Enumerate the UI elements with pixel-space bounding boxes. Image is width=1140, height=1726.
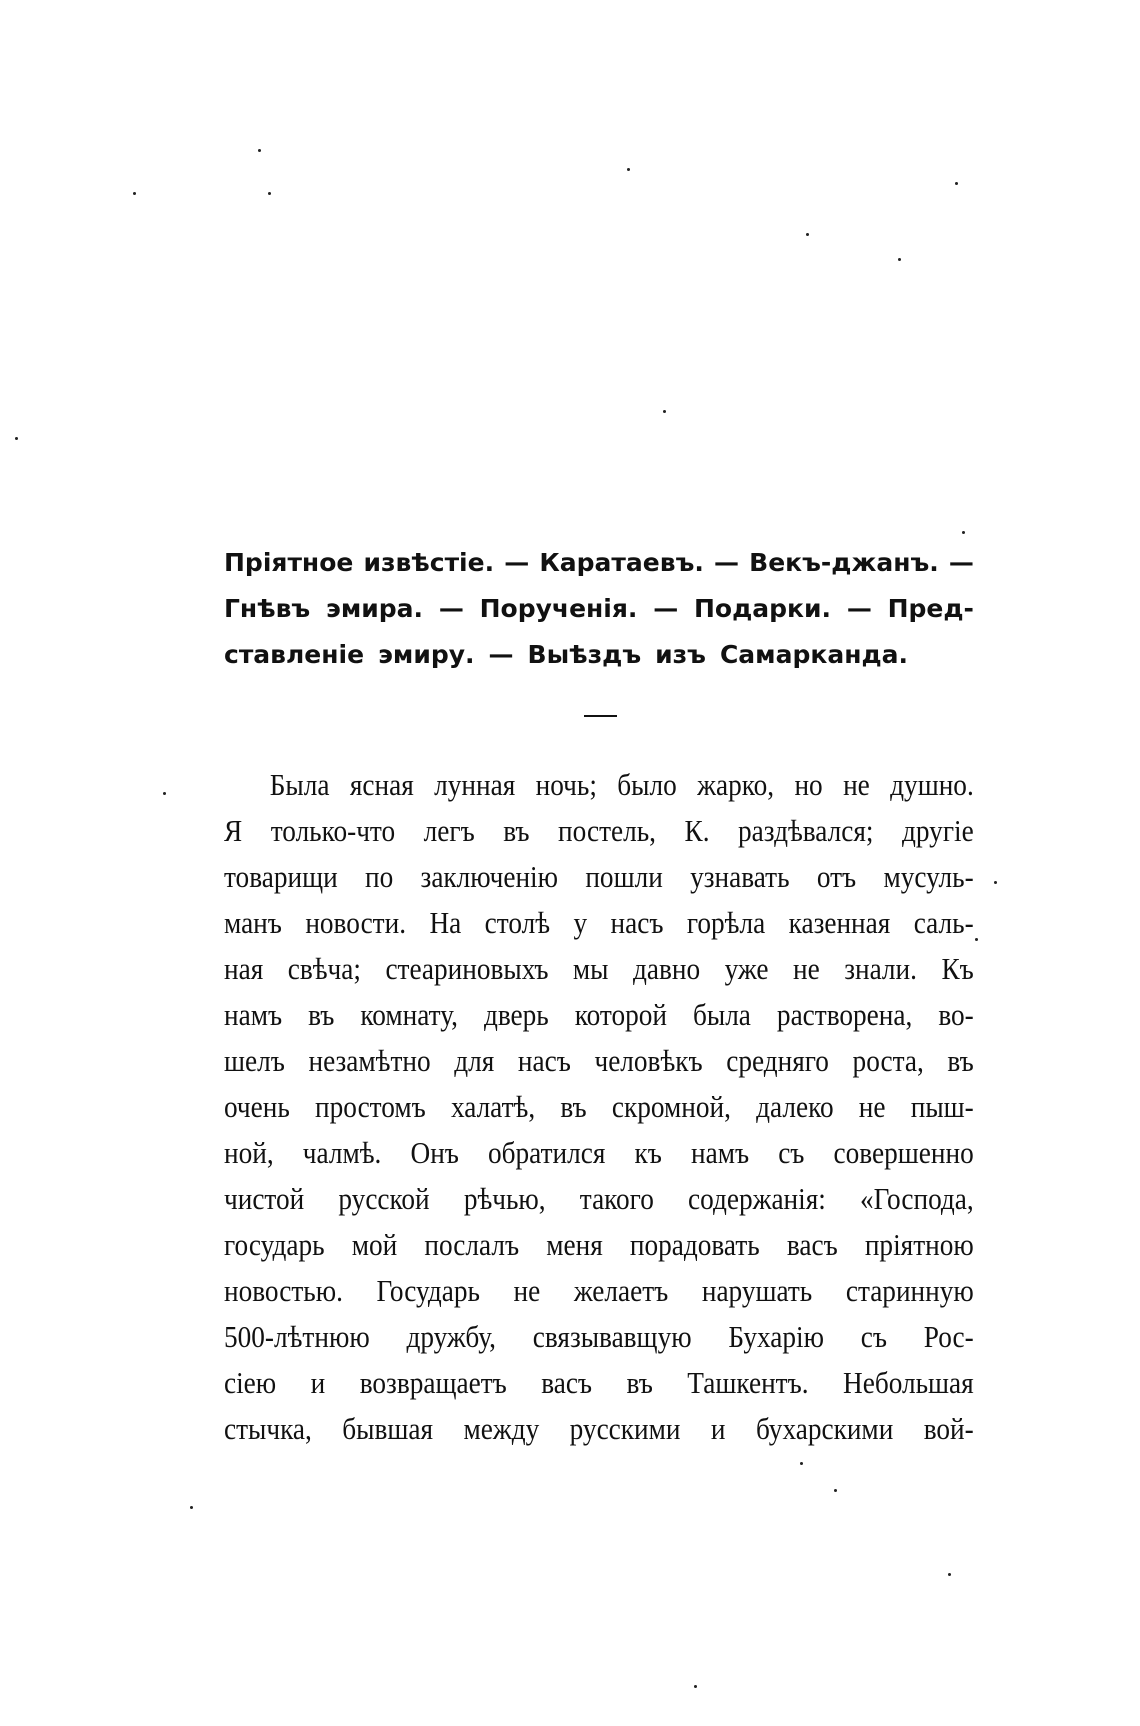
word: только-что	[270, 813, 396, 848]
word: —	[488, 640, 514, 669]
text-line	[224, 1084, 974, 1130]
word: русскими	[569, 1411, 681, 1446]
word: желаетъ	[573, 1273, 669, 1308]
word: съ	[778, 1135, 805, 1170]
word: государь	[224, 1227, 325, 1262]
word: между	[463, 1411, 540, 1446]
word: которой	[574, 997, 667, 1032]
word: для	[454, 1043, 495, 1078]
scan-speck	[15, 437, 18, 440]
word: давно	[633, 951, 701, 986]
scan-speck	[955, 182, 958, 185]
word: къ	[634, 1135, 662, 1170]
word: связывавщую	[532, 1319, 692, 1354]
word: у	[573, 905, 588, 940]
scan-speck	[898, 258, 901, 261]
word: обратился	[488, 1135, 606, 1170]
word: Пріятное	[224, 548, 354, 577]
word: и	[710, 1411, 726, 1446]
text-line	[224, 1038, 974, 1084]
word: съ	[860, 1319, 887, 1354]
text-line	[224, 1176, 974, 1222]
word: насъ	[517, 1043, 571, 1078]
scan-speck	[806, 233, 809, 236]
word: мы	[572, 951, 609, 986]
word: Гнѣвъ	[224, 594, 311, 623]
word: во-	[938, 997, 974, 1032]
word: въ	[947, 1043, 974, 1078]
word: душно.	[890, 767, 974, 802]
word: въ	[626, 1365, 653, 1400]
word: человѣкъ	[594, 1043, 703, 1078]
word: ставленіе	[224, 640, 365, 669]
word: Ташкентъ.	[687, 1365, 809, 1400]
text-line	[224, 808, 974, 854]
word: было	[617, 767, 677, 802]
text-line	[224, 1268, 974, 1314]
word: узнавать	[690, 859, 790, 894]
word: васъ	[541, 1365, 593, 1400]
word: горѣла	[686, 905, 766, 940]
word: Была	[269, 767, 330, 802]
chapter-summary	[224, 540, 974, 678]
word: Я	[224, 813, 243, 848]
word: чистой	[224, 1181, 305, 1216]
word: совершенно	[833, 1135, 974, 1170]
scan-speck	[800, 1462, 803, 1465]
scan-speck	[948, 1573, 951, 1576]
scan-speck	[834, 1489, 837, 1492]
word: другіе	[902, 813, 974, 848]
word: новостью.	[224, 1273, 343, 1308]
scan-speck	[962, 531, 965, 534]
word: На	[429, 905, 462, 940]
word: простомъ	[315, 1089, 426, 1124]
word: ночь;	[535, 767, 597, 802]
word: роста,	[852, 1043, 924, 1078]
word: но	[794, 767, 823, 802]
word: столѣ	[484, 905, 551, 940]
word: по	[364, 859, 394, 894]
text-line	[224, 586, 974, 632]
word: комнату,	[360, 997, 458, 1032]
text-line	[224, 540, 974, 586]
word: —	[948, 548, 974, 577]
word: нарушать	[701, 1273, 813, 1308]
text-line	[224, 762, 974, 808]
scan-speck	[694, 1685, 697, 1688]
text-line	[224, 1406, 974, 1452]
word: Рос-	[923, 1319, 974, 1354]
word: халатѣ,	[450, 1089, 536, 1124]
word: намъ	[690, 1135, 750, 1170]
word: не	[792, 951, 820, 986]
scan-speck	[258, 149, 261, 152]
word: Самарканда.	[719, 640, 909, 669]
word: такого	[579, 1181, 654, 1216]
word: возвращаетъ	[359, 1365, 507, 1400]
word: —	[438, 594, 464, 623]
word: Подарки.	[693, 594, 832, 623]
word: не	[858, 1089, 886, 1124]
word: пыш-	[910, 1089, 974, 1124]
word: стычка,	[224, 1411, 312, 1446]
word: васъ	[786, 1227, 838, 1262]
word: мусуль-	[883, 859, 974, 894]
word: старинную	[845, 1273, 974, 1308]
word: меня	[546, 1227, 603, 1262]
word: эмира.	[326, 594, 424, 623]
word: насъ	[610, 905, 664, 940]
word: въ	[308, 997, 335, 1032]
word: дверь	[483, 997, 549, 1032]
word: пошли	[585, 859, 663, 894]
text-line	[224, 1130, 974, 1176]
word: растворена,	[776, 997, 913, 1032]
word: не	[843, 767, 870, 802]
word: знали.	[844, 951, 917, 986]
word: Небольшая	[843, 1365, 974, 1400]
word: русской	[338, 1181, 430, 1216]
text-line	[224, 992, 974, 1038]
word: послалъ	[424, 1227, 520, 1262]
word: легъ	[423, 813, 475, 848]
word: 500-лѣтнюю	[224, 1319, 370, 1354]
word: скромной,	[611, 1089, 731, 1124]
word: заключенію	[420, 859, 559, 894]
scan-speck	[975, 938, 978, 941]
word: свѣча;	[287, 951, 361, 986]
word: казенная	[788, 905, 891, 940]
scan-speck	[163, 792, 166, 795]
word: Государь	[376, 1273, 480, 1308]
word: стеариновыхъ	[385, 951, 549, 986]
word: —	[504, 548, 530, 577]
word: —	[846, 594, 872, 623]
text-line	[224, 1314, 974, 1360]
word: саль-	[913, 905, 974, 940]
word: порадовать	[629, 1227, 760, 1262]
word: рѣчью,	[463, 1181, 546, 1216]
text-line	[224, 854, 974, 900]
word: отъ	[816, 859, 857, 894]
word: —	[653, 594, 679, 623]
word: далеко	[756, 1089, 834, 1124]
word: бухарскими	[755, 1411, 894, 1446]
word: пріятною	[864, 1227, 974, 1262]
text-line	[224, 900, 974, 946]
word: изъ	[655, 640, 706, 669]
word: извѣстіе.	[363, 548, 495, 577]
scan-speck	[994, 881, 997, 884]
word: бывшая	[342, 1411, 434, 1446]
word: Векъ-джанъ.	[749, 548, 939, 577]
scan-speck	[190, 1506, 193, 1509]
word: и	[310, 1365, 326, 1400]
section-divider	[584, 715, 617, 717]
word: товарищи	[224, 859, 338, 894]
word: лунная	[434, 767, 516, 802]
word: новости.	[305, 905, 407, 940]
word: манъ	[224, 905, 282, 940]
word: Выѣздъ	[527, 640, 642, 669]
word: ной,	[224, 1135, 274, 1170]
text-line	[224, 1222, 974, 1268]
word: дружбу,	[406, 1319, 497, 1354]
word: раздѣвался;	[738, 813, 874, 848]
word: Бухарію	[728, 1319, 824, 1354]
scan-speck	[268, 192, 271, 195]
word: средняго	[726, 1043, 829, 1078]
word: незамѣтно	[308, 1043, 431, 1078]
word: не	[513, 1273, 541, 1308]
word: —	[714, 548, 739, 577]
word: намъ	[224, 997, 283, 1032]
text-line	[224, 632, 974, 678]
word: постель,	[558, 813, 656, 848]
word: Порученія.	[479, 594, 638, 623]
scan-speck	[133, 192, 136, 195]
text-line	[224, 1360, 974, 1406]
word: К.	[684, 813, 710, 848]
word: Каратаевъ.	[539, 548, 704, 577]
text-line	[224, 946, 974, 992]
word: «Господа,	[860, 1181, 974, 1216]
body-text	[224, 762, 974, 1452]
word: сіею	[224, 1365, 277, 1400]
word: Онъ	[410, 1135, 459, 1170]
word: уже	[724, 951, 769, 986]
scan-speck	[663, 410, 666, 413]
word: въ	[560, 1089, 587, 1124]
word: эмиру.	[378, 640, 475, 669]
word: Пред-	[887, 594, 974, 623]
word: ясная	[349, 767, 414, 802]
word: жарко,	[697, 767, 775, 802]
word: мой	[351, 1227, 398, 1262]
word: ная	[224, 951, 264, 986]
word: содержанія:	[688, 1181, 826, 1216]
word: Къ	[941, 951, 974, 986]
word: чалмѣ.	[302, 1135, 382, 1170]
word: была	[692, 997, 751, 1032]
word: очень	[224, 1089, 290, 1124]
scan-speck	[627, 168, 630, 171]
word: въ	[503, 813, 530, 848]
word: вой-	[923, 1411, 974, 1446]
word: шелъ	[224, 1043, 285, 1078]
